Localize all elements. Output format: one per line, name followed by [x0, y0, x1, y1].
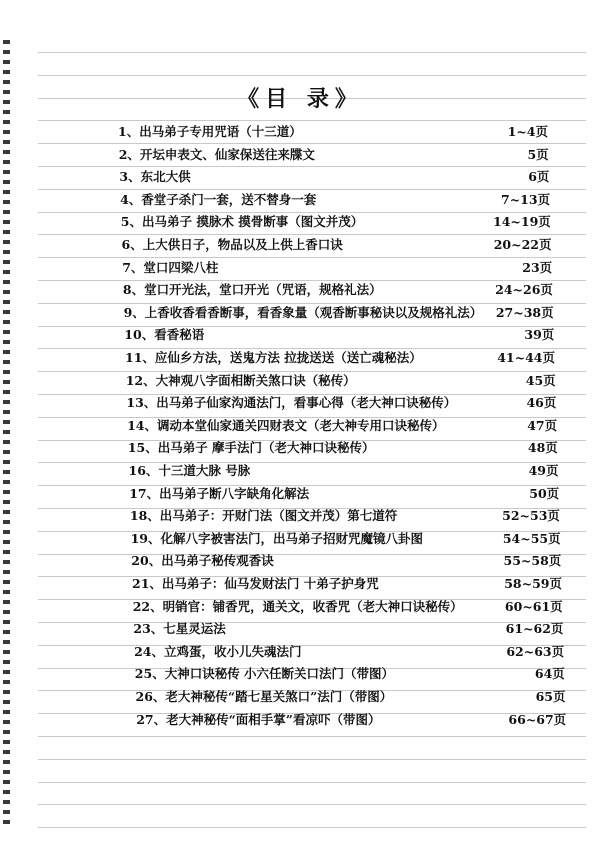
binding-tick — [3, 730, 10, 734]
toc-entry-page: 66~67页 — [508, 711, 567, 727]
binding-tick — [3, 270, 10, 274]
toc-entry — [128, 437, 558, 459]
toc-entry — [133, 596, 563, 618]
binding-tick — [3, 510, 10, 514]
toc-entry — [122, 234, 552, 256]
binding-tick — [3, 680, 10, 684]
toc-entry-page: 20~22页 — [493, 237, 552, 252]
toc-entry-title: 23、七星灵运法 — [133, 621, 226, 637]
ruled-line — [38, 782, 586, 783]
binding-tick — [3, 370, 10, 374]
toc-entry — [119, 166, 549, 188]
toc-entry-page: 58~59页 — [504, 576, 562, 591]
notebook-binding — [0, 0, 16, 843]
binding-tick — [3, 590, 10, 594]
toc-entry-page: 7~13页 — [501, 191, 551, 207]
binding-tick — [3, 130, 10, 134]
toc-entry — [124, 302, 554, 324]
binding-tick — [3, 810, 10, 814]
toc-entry — [127, 415, 557, 437]
binding-tick — [3, 330, 10, 334]
toc-entry-title: 11、应仙乡方法，送鬼方法 拉拢送送（送亡魂秘法） — [125, 350, 422, 365]
binding-tick — [3, 460, 10, 464]
toc-entry-page: 61~62页 — [505, 621, 564, 637]
binding-tick — [3, 530, 10, 534]
toc-entry — [118, 121, 548, 143]
binding-tick — [3, 170, 10, 174]
toc-entry-page: 39页 — [524, 327, 555, 343]
toc-entry-page: 60~61页 — [504, 598, 563, 614]
toc-entry-page: 1~4页 — [507, 124, 548, 139]
binding-tick — [3, 500, 10, 504]
binding-tick — [3, 180, 10, 184]
toc-entry-title: 4、香堂子杀门一套，送不替身一套 — [120, 191, 317, 207]
binding-tick — [3, 480, 10, 484]
binding-tick — [3, 790, 10, 794]
binding-tick — [3, 800, 10, 804]
toc-entry — [125, 347, 555, 369]
toc-entry — [134, 641, 564, 663]
binding-tick — [3, 400, 10, 404]
binding-tick — [3, 620, 10, 624]
binding-tick — [3, 440, 10, 444]
binding-tick — [3, 750, 10, 754]
toc-entry-page: 45页 — [525, 372, 556, 388]
toc-entry-page: 23页 — [522, 259, 553, 275]
ruled-line — [38, 52, 586, 53]
binding-tick — [3, 410, 10, 414]
binding-tick — [3, 380, 10, 384]
binding-tick — [3, 760, 10, 764]
binding-tick — [3, 720, 10, 724]
toc-entry-title: 19、化解八字被害法门，出马弟子招财咒魔镜八卦图 — [130, 530, 423, 546]
toc-entry — [119, 144, 549, 166]
page-title: 《目 录》 — [237, 86, 363, 112]
toc-entry — [132, 573, 562, 595]
toc-entry-page: 46页 — [526, 395, 557, 411]
binding-tick — [3, 600, 10, 604]
toc-entry-title: 16、十三道大脉 号脉 — [128, 463, 251, 478]
ruled-line — [38, 759, 586, 760]
binding-tick — [3, 560, 10, 564]
binding-tick — [3, 670, 10, 674]
binding-tick — [3, 690, 10, 694]
toc-entry-page: 48页 — [527, 440, 558, 456]
binding-tick — [3, 710, 10, 714]
binding-tick — [3, 210, 10, 214]
toc-entry — [126, 392, 556, 414]
toc-entry — [120, 189, 550, 211]
toc-entry-title: 24、立鸡蛋，收小儿失魂法门 — [134, 643, 302, 659]
toc-entry-title: 7、堂口四梁八柱 — [122, 259, 219, 275]
binding-tick — [3, 250, 10, 254]
ruled-line — [38, 804, 586, 805]
binding-tick — [3, 780, 10, 784]
binding-tick — [3, 520, 10, 524]
toc-entry-page: 6页 — [528, 169, 550, 185]
binding-tick — [3, 60, 10, 64]
toc-entry — [129, 460, 559, 482]
binding-tick — [3, 580, 10, 584]
binding-tick — [3, 360, 10, 364]
binding-tick — [3, 610, 10, 614]
binding-tick — [3, 450, 10, 454]
binding-tick — [3, 350, 10, 354]
toc-entry-page: 62~63页 — [506, 643, 565, 659]
binding-tick — [3, 280, 10, 284]
ruled-line — [38, 736, 586, 737]
binding-tick — [3, 320, 10, 324]
binding-tick — [3, 240, 10, 244]
binding-tick — [3, 490, 10, 494]
toc-entry-title: 18、出马弟子：开财门法（图文并茂）第七道符 — [129, 508, 398, 524]
toc-entry — [126, 370, 556, 392]
toc-entry-page: 65页 — [535, 689, 566, 704]
ruled-line — [38, 75, 586, 76]
toc-entry-title: 12、大神观八字面相断关煞口诀（秘传） — [125, 372, 356, 388]
toc-entry — [129, 483, 559, 505]
toc-entry-title: 22、明销官：铺香咒，通关文，收香咒（老大神口诀秘传） — [132, 598, 463, 614]
toc-entry-title: 14、调动本堂仙家通关四财表文（老大神专用口诀秘传） — [127, 417, 445, 433]
binding-tick — [3, 50, 10, 54]
toc-entry-title: 9、上香收香看香断事，看香象量（观香断事秘诀以及规格礼法） — [123, 304, 483, 320]
toc-entry-title: 13、出马弟子仙家沟通法门，看事心得（老大神口诀秘传） — [126, 395, 457, 411]
toc-entry-title: 8、堂口开光法，堂口开光（咒语，规格礼法） — [122, 282, 382, 298]
binding-tick — [3, 550, 10, 554]
binding-tick — [3, 770, 10, 774]
toc-entry-page: 55~58页 — [503, 553, 562, 569]
binding-tick — [3, 660, 10, 664]
binding-tick — [3, 740, 10, 744]
toc-entry-title: 15、出马弟子 摩手法门（老大神口诀秘传） — [127, 440, 375, 456]
toc-entry — [130, 505, 560, 527]
toc-entry-page: 49页 — [528, 463, 559, 478]
toc-entry-page: 24~26页 — [495, 282, 553, 298]
toc-entry-title: 5、出马弟子 摸脉术 摸骨断事（图文并茂） — [120, 214, 364, 230]
binding-tick — [3, 640, 10, 644]
toc-entry — [131, 528, 561, 550]
toc-entry-title: 25、大神口诀秘传 小六任断关口法门（带图） — [134, 666, 395, 682]
binding-tick — [3, 290, 10, 294]
toc-entry — [122, 257, 552, 279]
binding-tick — [3, 420, 10, 424]
toc-entry-page: 50页 — [529, 485, 560, 501]
binding-tick — [3, 630, 10, 634]
binding-tick — [3, 650, 10, 654]
binding-tick — [3, 540, 10, 544]
binding-tick — [3, 230, 10, 234]
toc-entry — [131, 550, 561, 572]
binding-tick — [3, 200, 10, 204]
toc-entry — [123, 279, 553, 301]
toc-entry-title: 1、出马弟子专用咒语（十三道） — [118, 124, 302, 139]
binding-tick — [3, 430, 10, 434]
toc-entry-title: 27、老大神秘传“面相手掌”看凉吓（带图） — [136, 711, 381, 727]
toc-entry-title: 2、开坛申表文、仙家保送往来牒文 — [118, 146, 315, 162]
toc-entry-page: 5页 — [527, 146, 549, 162]
binding-tick — [3, 150, 10, 154]
binding-tick — [3, 40, 10, 44]
toc-entry-page: 47页 — [527, 417, 558, 433]
toc-entry-title: 3、东北大供 — [119, 169, 191, 185]
binding-tick — [3, 190, 10, 194]
toc-entry-page: 41~44页 — [497, 350, 555, 365]
binding-tick — [3, 120, 10, 124]
toc-entry-title: 10、看香秘语 — [124, 327, 205, 343]
toc-entry-title: 6、上大供日子，物品以及上供上香口诀 — [121, 237, 343, 252]
toc-entry-page: 14~19页 — [493, 214, 551, 230]
binding-tick — [3, 220, 10, 224]
binding-tick — [3, 570, 10, 574]
binding-tick — [3, 310, 10, 314]
toc-entry-page: 52~53页 — [502, 508, 560, 524]
toc-entry — [136, 709, 566, 731]
binding-tick — [3, 300, 10, 304]
toc-entry-title: 17、出马弟子断八字缺角化解法 — [129, 485, 310, 501]
binding-tick — [3, 160, 10, 164]
toc-entry — [124, 324, 554, 346]
binding-tick — [3, 820, 10, 824]
ruled-line — [38, 827, 586, 828]
toc-entry — [121, 211, 551, 233]
toc-entry-page: 27~38页 — [495, 304, 554, 320]
toc-entry-title: 20、出马弟子秘传观香诀 — [131, 553, 274, 569]
toc-entry — [136, 686, 566, 708]
binding-tick — [3, 390, 10, 394]
binding-tick — [3, 70, 10, 74]
toc-entry — [133, 618, 563, 640]
toc-entry-title: 21、出马弟子：仙马发财法门 十弟子护身咒 — [132, 576, 379, 591]
binding-tick — [3, 470, 10, 474]
binding-tick — [3, 260, 10, 264]
binding-tick — [3, 340, 10, 344]
binding-tick — [3, 140, 10, 144]
toc-entry — [135, 663, 565, 685]
toc-entry-title: 26、老大神秘传“踏七星关煞口”法门（带图） — [135, 689, 393, 704]
toc-entry-page: 54~55页 — [502, 530, 561, 546]
binding-tick — [3, 700, 10, 704]
toc-entry-page: 64页 — [534, 666, 565, 682]
